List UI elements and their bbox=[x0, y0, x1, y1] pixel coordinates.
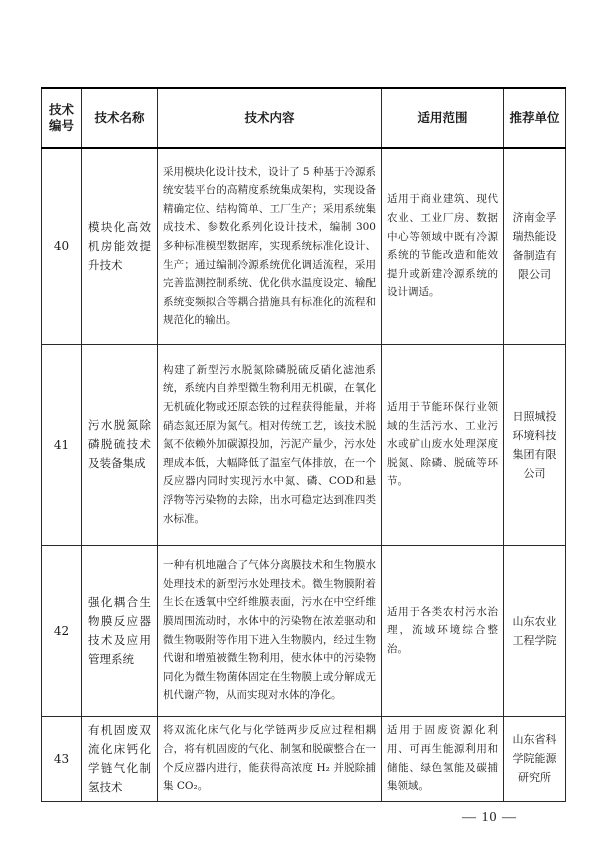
header-tech-content: 技术内容 bbox=[158, 88, 382, 148]
recommending-unit: 济南金孚瑞热能设备制造有限公司 bbox=[504, 148, 566, 344]
tech-name: 污水脱氮除磷脱硫技术及装备集成 bbox=[82, 344, 158, 545]
tech-name: 强化耦合生物膜反应器技术及应用管理系统 bbox=[82, 545, 158, 716]
table-header-row bbox=[42, 88, 566, 148]
header-recommending-unit: 推荐单位 bbox=[504, 88, 566, 148]
table-row bbox=[42, 148, 566, 344]
recommending-unit: 山东农业工程学院 bbox=[504, 545, 566, 716]
table-row bbox=[42, 344, 566, 545]
tech-scope: 适用于商业建筑、现代农业、工业厂房、数据中心等领域中既有冷源系统的节能改造和能效提升或新建冷源系统的设计调适。 bbox=[382, 148, 504, 344]
header-tech-name: 技术名称 bbox=[82, 88, 158, 148]
header-tech-number: 技术编号 bbox=[42, 88, 82, 148]
tech-number: 40 bbox=[42, 148, 82, 344]
header-scope: 适用范围 bbox=[382, 88, 504, 148]
tech-name: 模块化高效机房能效提升技术 bbox=[82, 148, 158, 344]
tech-number: 41 bbox=[42, 344, 82, 545]
tech-scope: 适用于固废资源化利用、可再生能源利用和储能、绿色氢能及碳捕集领域。 bbox=[382, 716, 504, 801]
tech-number: 42 bbox=[42, 545, 82, 716]
tech-content: 一种有机地融合了气体分离膜技术和生物膜水处理技术的新型污水处理技术。微生物膜附着生长在透氧中空纤维膜表面，污水在中空纤维膜周围流动时，水体中的污染物在浓差驱动和微生物吸附等作用下进入生物膜内，经过生物代谢和增殖被微生物利用，使水体中的污染物同化为微生物菌体固定在生物膜上或分解成无机代谢产物，从而实现对水体的净化。 bbox=[158, 545, 382, 716]
technology-table bbox=[41, 87, 566, 802]
tech-name: 有机固废双流化床钙化学链气化制氢技术 bbox=[82, 716, 158, 801]
tech-scope: 适用于节能环保行业领域的生活污水、工业污水或矿山废水处理深度脱氮、除磷、脱硫等环节。 bbox=[382, 344, 504, 545]
table-row bbox=[42, 545, 566, 716]
recommending-unit: 日照城投环境科技集团有限公司 bbox=[504, 344, 566, 545]
table-row bbox=[42, 716, 566, 801]
tech-scope: 适用于各类农村污水治理，流域环境综合整治。 bbox=[382, 545, 504, 716]
page-number: — 10 — bbox=[462, 810, 517, 825]
tech-content: 采用模块化设计技术，设计了 5 种基于冷源系统安装平台的高精度系统集成架构，实现设备精确定位、结构简单、工厂生产；采用系统集成技术、参数化系列化设计技术，编制 300 多种标准模型数据库，实现系统标准化设计、生产；通过编制冷源系统优化调适流程，采用完善监测控制系统、优化供水温度设定、输配系统变频拟合等耦合措施具有标准化的流程和规范化的输出。 bbox=[158, 148, 382, 344]
tech-content: 将双流化床气化与化学链两步反应过程相耦合，将有机固废的气化、制氢和脱碳整合在一个反应器内进行，能获得高浓度 H₂ 并脱除捕集 CO₂。 bbox=[158, 716, 382, 801]
recommending-unit: 山东省科学院能源研究所 bbox=[504, 716, 566, 801]
tech-number: 43 bbox=[42, 716, 82, 801]
tech-content: 构建了新型污水脱氮除磷脱硫反硝化滤池系统，系统内自养型微生物利用无机碳，在氧化无机硫化物或还原态铁的过程获得能量，并将硝态氮还原为氮气。相对传统工艺，该技术脱氮不依赖外加碳源投加，污泥产量少，污水处理成本低，大幅降低了温室气体排放，在一个反应器内同时实现污水中氮、磷、COD和悬浮物等污染物的去除，出水可稳定达到准四类水标准。 bbox=[158, 344, 382, 545]
